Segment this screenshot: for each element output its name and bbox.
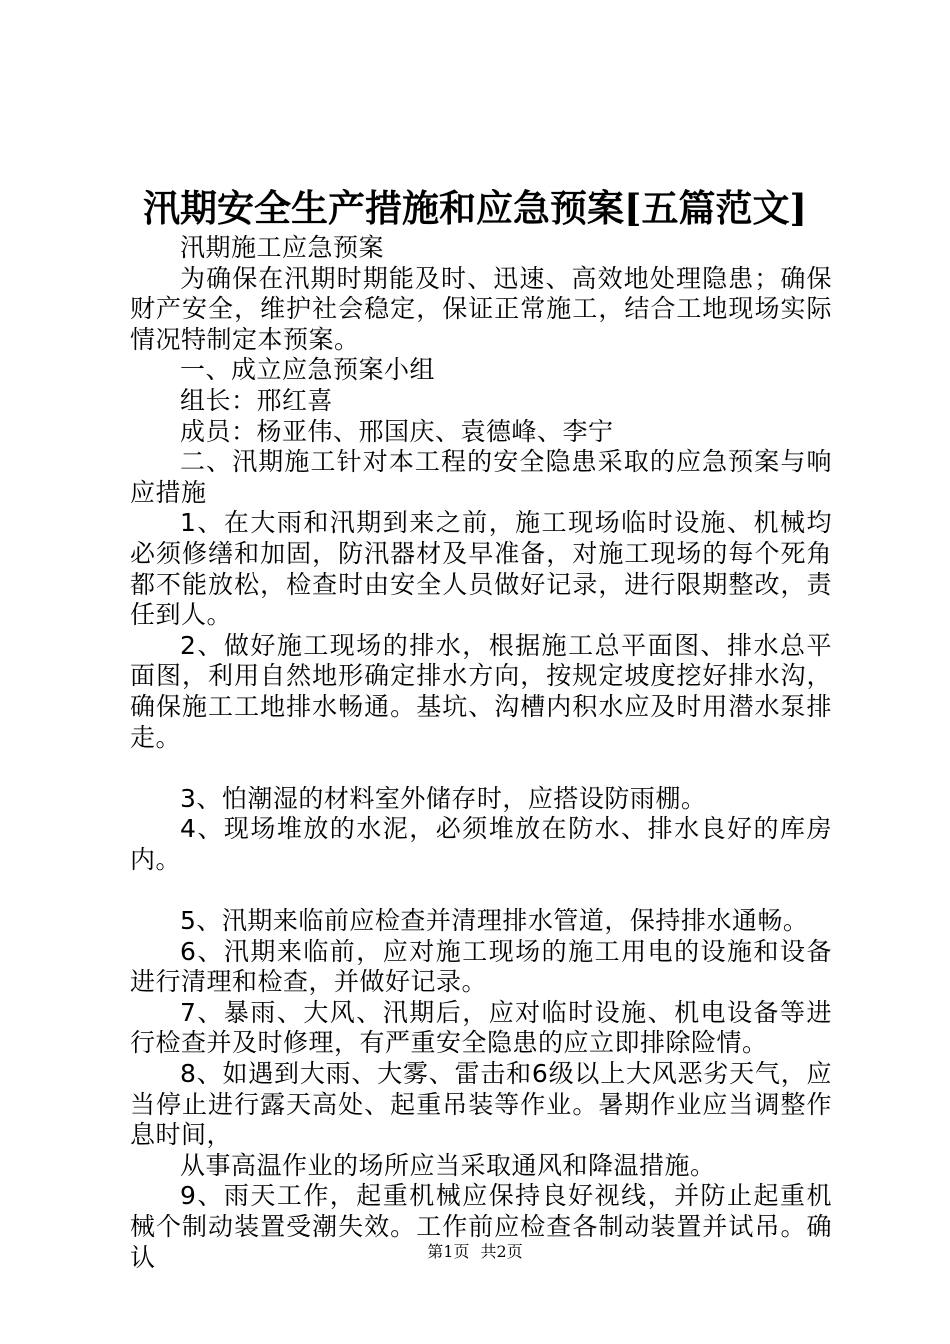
team-leader-line: 组长：邢红喜 bbox=[180, 385, 334, 415]
blank-line bbox=[130, 875, 832, 906]
intro-paragraph: 为确保在汛期时期能及时、迅速、高效地处理隐患；确保财产安全，维护社会稳定，保证正常施工，结合工地现场实际情况特制定本预案。 bbox=[130, 263, 832, 354]
measure-paragraph: 5、汛期来临前应检查并清理排水管道，保持排水通畅。 bbox=[180, 906, 809, 936]
blank-line bbox=[130, 753, 832, 784]
measure-paragraph: 7、暴雨、大风、汛期后，应对临时设施、机电设备等进行检查并及时修理，有严重安全隐患的应立即排除险情。 bbox=[130, 997, 832, 1058]
measure-paragraph: 2、做好施工现场的排水，根据施工总平面图、排水总平面图，利用自然地形确定排水方向，按规定坡度挖好排水沟，确保施工工地排水畅通。基坑、沟槽内积水应及时用潜水泵排走。 bbox=[130, 630, 832, 752]
page-number-footer: 第1页 共2页 bbox=[427, 1242, 523, 1261]
document-title: 汛期安全生产措施和应急预案[五篇范文] bbox=[142, 186, 807, 230]
measure-paragraph: 8、如遇到大雨、大雾、雷击和6级以上大风恶劣天气，应当停止进行露天高处、起重吊装等作业。暑期作业应当调整作息时间， bbox=[130, 1059, 832, 1150]
measure-paragraph: 6、汛期来临前，应对施工现场的施工用电的设施和设备进行清理和检查，并做好记录。 bbox=[130, 936, 832, 997]
section-heading: 一、成立应急预案小组 bbox=[180, 355, 436, 385]
measure-paragraph: 从事高温作业的场所应当采取通风和降温措施。 bbox=[180, 1150, 716, 1180]
team-members-line: 成员：杨亚伟、邢国庆、袁德峰、李宁 bbox=[180, 416, 614, 446]
measure-paragraph: 1、在大雨和汛期到来之前，施工现场临时设施、机械均必须修缮和加固，防汛器材及早准备，对施工现场的每个死角都不能放松，检查时由安全人员做好记录，进行限期整改，责任到人。 bbox=[130, 508, 832, 630]
measure-paragraph: 3、怕潮湿的材料室外储存时，应搭设防雨棚。 bbox=[180, 783, 707, 813]
document-body bbox=[130, 233, 832, 1273]
section-heading: 二、汛期施工针对本工程的安全隐患采取的应急预案与响应措施 bbox=[130, 447, 832, 507]
measure-paragraph: 9、雨天工作，起重机械应保持良好视线，并防止起重机械个制动装置受潮失效。工作前应检查各制动装置并试吊。确认 bbox=[130, 1181, 832, 1272]
section-heading: 汛期施工应急预案 bbox=[180, 233, 385, 262]
measure-paragraph: 4、现场堆放的水泥，必须堆放在防水、排水良好的库房内。 bbox=[130, 814, 832, 874]
